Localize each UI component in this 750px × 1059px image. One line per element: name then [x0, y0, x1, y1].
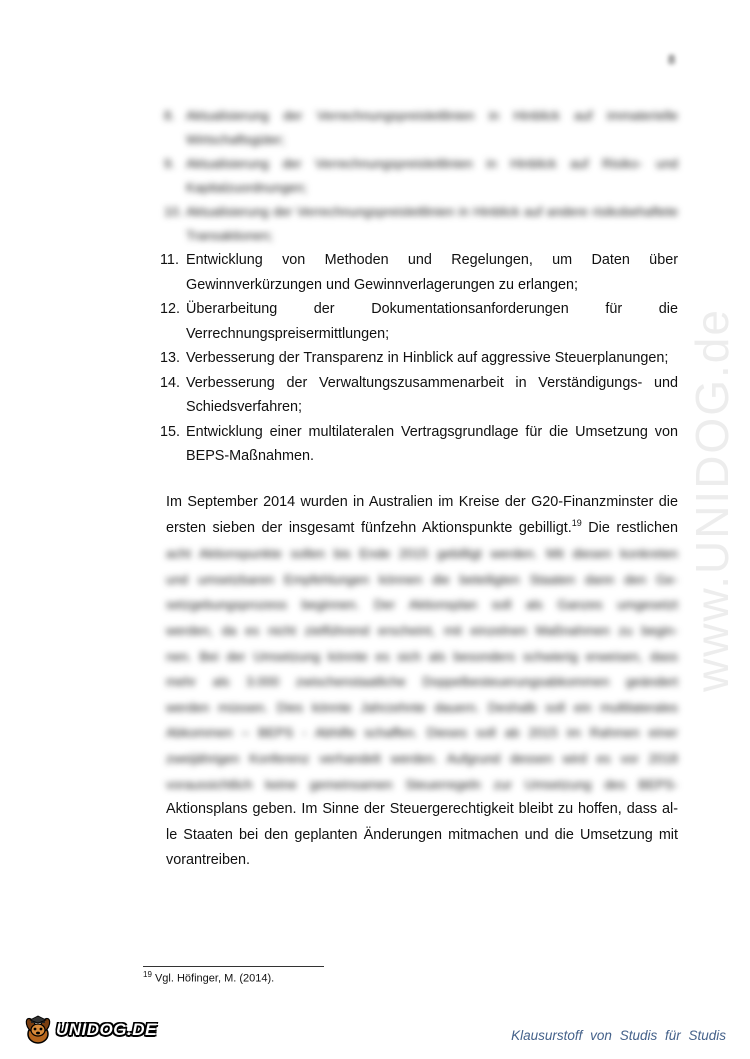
- logo-text: UNIDOG.DE: [56, 1020, 157, 1039]
- list-item-text: Entwicklung einer multilateralen Vertragsgrundlage für die Umsetzung von BEPS-Maßnahmen.: [186, 423, 678, 464]
- paragraph-line-blurred: und umsetzbaren Empfehlungen können die beteiligten Staaten dann den Ge-: [166, 571, 678, 587]
- paragraph-line-blurred: setzgebungsprozess beginnen. Der Aktionsplan soll als Ganzes umgesetzt: [166, 597, 678, 613]
- footer-slogan: Klausurstoff von Studis für Studis: [511, 1028, 726, 1043]
- page-number: 8: [668, 52, 676, 67]
- list-item-number: 12.: [160, 301, 181, 317]
- footnote: [143, 970, 274, 985]
- list-item: [164, 104, 678, 152]
- numbered-list: [160, 104, 678, 469]
- list-item: [160, 420, 678, 469]
- paragraph-line-blurred: Abkommen – BEPS - Abhilfe schaffen. Dieses soll ab 2015 im Rahmen einer: [166, 725, 678, 741]
- footnote-number: 19: [143, 970, 152, 979]
- paragraph-line-blurred: voraussichtlich keine gemeinsamen Steuerregeln zur Umsetzung des BEPS-: [166, 776, 678, 792]
- paragraph-line: vorantreiben.: [166, 852, 250, 869]
- paragraph-line: Im September 2014 wurden in Australien im Kreise der G20-Finanzminster die: [166, 494, 678, 510]
- list-item: [164, 152, 678, 200]
- paragraph-line-blurred: mehr als 3.000 zwischenstaatliche Doppelbesteuerungsabkommen geändert: [166, 674, 678, 690]
- watermark: www.UNIDOG.de: [686, 308, 738, 692]
- paragraph-line-blurred: werden, da es nicht zielführend erscheint, mit einzelnen Maßnahmen zu begin-: [166, 622, 678, 638]
- body-paragraph: [166, 490, 678, 874]
- unidog-logo[interactable]: [22, 1014, 157, 1046]
- list-item: [160, 346, 678, 371]
- list-item-number: 9.: [164, 156, 175, 171]
- dog-mascot-icon: [22, 1014, 54, 1046]
- list-item: [160, 297, 678, 346]
- list-item-number: 11.: [160, 252, 179, 268]
- list-item-number: 13.: [160, 350, 181, 366]
- list-item: [164, 200, 678, 248]
- footnote-divider: [143, 966, 324, 967]
- list-item-text: Verbesserung der Verwaltungszusammenarbeit in Verständigungs- und Schiedsverfahren;: [186, 374, 678, 415]
- list-item-text: Aktualisierung der Verrechnungspreisleitlinien in Hinblick auf immaterielle Wirtschaftsgüter;: [186, 108, 678, 147]
- paragraph-text: ersten sieben der insgesamt fünfzehn Aktionspunkte gebilligt.: [166, 519, 572, 536]
- paragraph-line-blurred: werden müssen. Dies könnte Jahrzehnte dauern. Deshalb soll ein multilaterales: [166, 699, 678, 715]
- paragraph-text: Die restlichen: [581, 519, 678, 536]
- list-item-number: 10.: [164, 204, 183, 219]
- list-item: [160, 371, 678, 420]
- list-item-number: 15.: [160, 423, 181, 440]
- paragraph-line-blurred: zweijährigen Konferenz verhandelt werden. Aufgrund dessen wird es vor 2018: [166, 750, 678, 766]
- paragraph-line: Aktionsplans geben. Im Sinne der Steuergerechtigkeit bleibt zu hoffen, dass al-: [166, 801, 678, 818]
- paragraph-line-blurred: acht Aktionspunkte sollen bis Ende 2015 gebilligt werden. Mit diesen konkreten: [166, 546, 678, 562]
- paragraph-line-blurred: nen. Bei der Umsetzung könnte es sich als besonders schwierig erweisen, dass: [166, 648, 678, 664]
- paragraph-line: le Staaten bei den geplanten Änderungen mitmachen und die Umsetzung mit: [166, 826, 678, 843]
- list-item-text: Überarbeitung der Dokumentationsanforderungen für die Verrechnungspreisermittlungen;: [186, 301, 678, 342]
- list-item-text: Verbesserung der Transparenz in Hinblick auf aggressive Steuerplanungen;: [186, 350, 669, 366]
- list-item-number: 8.: [164, 108, 175, 123]
- footnote-text: Vgl. Höfinger, M. (2014).: [154, 972, 275, 985]
- list-item-number: 14.: [160, 374, 181, 391]
- list-item-text: Aktualisierung der Verrechnungspreisleitlinien in Hinblick auf andere risikobehaftete Transaktionen;: [186, 204, 678, 243]
- list-item: [160, 248, 678, 297]
- list-item-text: Aktualisierung der Verrechnungspreisleitlinien in Hinblick auf Risiko- und Kapitalzuordnungen;: [186, 156, 678, 195]
- list-item-text: Entwicklung von Methoden und Regelungen, um Daten über Gewinnverkürzungen und Gewinnverlagerungen zu erlangen;: [186, 252, 678, 293]
- footnote-reference[interactable]: 19: [571, 517, 582, 528]
- paragraph-line: [166, 516, 678, 542]
